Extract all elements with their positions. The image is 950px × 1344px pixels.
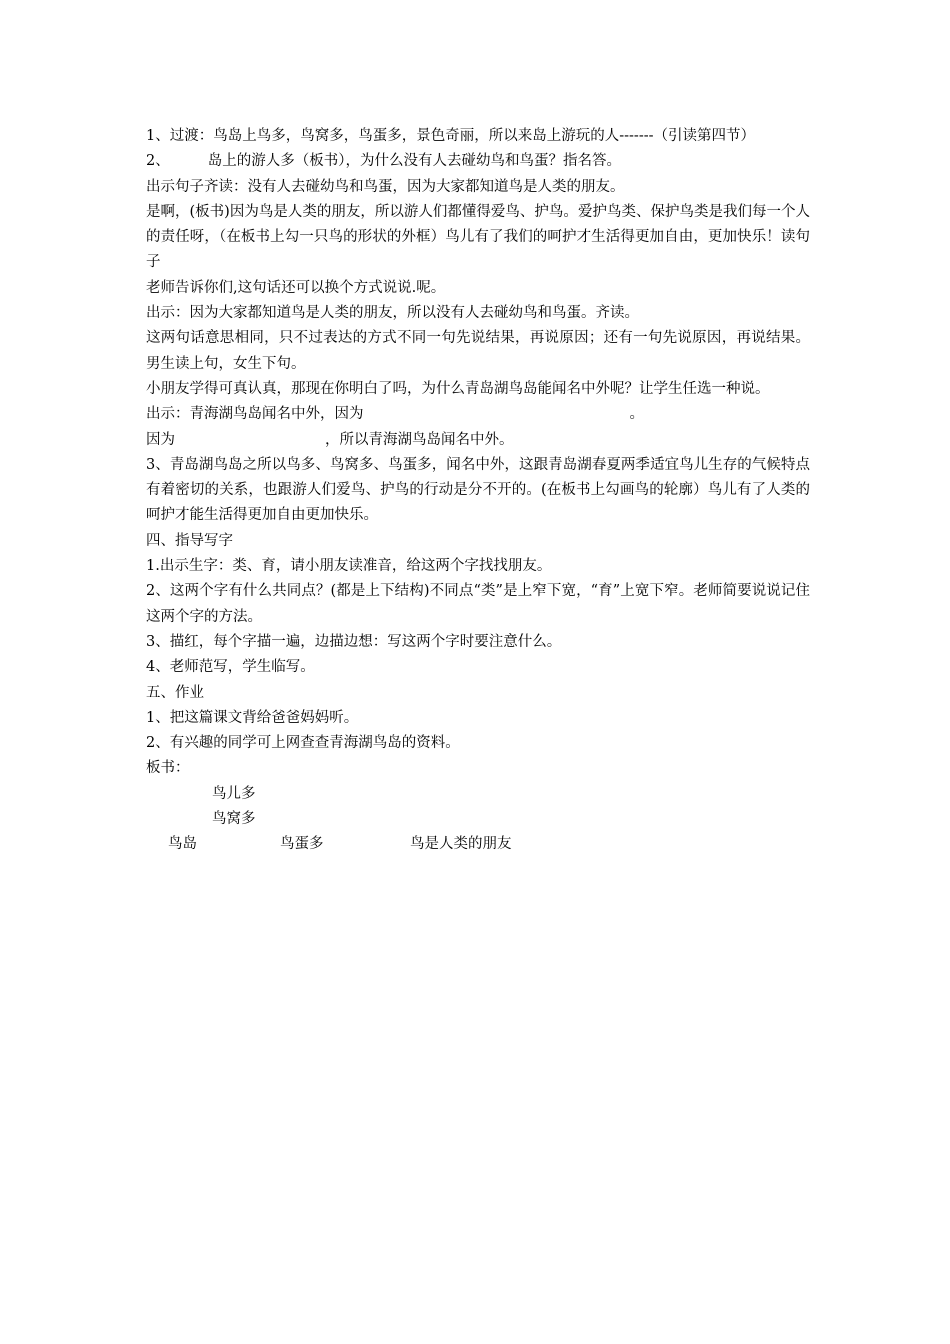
board-item-birds-many: 鸟儿多 bbox=[212, 785, 256, 802]
paragraph-writing-1: 1.出示生字：类、育，请小朋友读准音，给这两个字找找朋友。 bbox=[146, 558, 552, 575]
paragraph-explanation: 是啊，(板书)因为鸟是人类的朋友，所以游人们都懂得爱鸟、护鸟。爱护鸟类、保护鸟类是我们每一个人的责任呀，（在板书上勾一只鸟的形状的外框）鸟儿有了我们的呵护才生活得更加自由，更加快乐！读句子 bbox=[146, 203, 810, 271]
board-item-nests-many: 鸟窝多 bbox=[212, 810, 256, 827]
blackboard-layout bbox=[146, 782, 810, 858]
paragraph-reason: 3、青岛湖鸟岛之所以鸟多、鸟窝多、鸟蛋多，闻名中外，这跟青岛湖春夏两季适宜鸟儿生存的气候特点有着密切的关系，也跟游人们爱鸟、护鸟的行动是分不开的。(在板书上勾画鸟的轮廓）鸟儿有了人类的呵护才能生活得更加自由更加快乐。 bbox=[146, 456, 810, 524]
board-item-eggs-many: 鸟蛋多 bbox=[280, 835, 324, 852]
paragraph-teacher-note: 老师告诉你们,这句话还可以换个方式说说.呢。 bbox=[146, 279, 446, 296]
paragraph-homework-1: 1、把这篇课文背给爸爸妈妈听。 bbox=[146, 709, 359, 726]
section-heading-homework: 五、作业 bbox=[146, 684, 204, 701]
paragraph-choose: 小朋友学得可真认真，那现在你明白了吗，为什么青岛湖鸟岛能闻名中外呢？让学生任选一种说。 bbox=[146, 380, 770, 397]
document-body bbox=[146, 124, 810, 858]
paragraph-writing-4: 4、老师范写，学生临写。 bbox=[146, 659, 315, 676]
item-number: 2、 bbox=[146, 153, 170, 170]
section-heading-writing: 四、指导写字 bbox=[146, 532, 233, 549]
paragraph-fill-blank-1: 出示：青海湖鸟岛闻名中外，因为 。 bbox=[146, 406, 644, 423]
paragraph-compare: 这两句话意思相同，只不过表达的方式不同一句先说结果，再说原因；还有一句先说原因，再说结果。 男生读上句，女生下句。 bbox=[146, 330, 810, 372]
paragraph-homework-2: 2、有兴趣的同学可上网查查青海湖鸟岛的资料。 bbox=[146, 735, 460, 752]
paragraph-transition: 1、过渡：鸟岛上鸟多，鸟窝多，鸟蛋多，景色奇丽，所以来岛上游玩的人-------（引读第四节） bbox=[146, 128, 756, 144]
question-text: 岛上的游人多（板书），为什么没有人去碰幼鸟和鸟蛋？指名答。 bbox=[207, 153, 621, 170]
paragraph-writing-2: 2、这两个字有什么共同点？(都是上下结构)不同点“类”是上窄下宽，“育”上宽下窄。老师简要说说记住这两个字的方法。 bbox=[146, 583, 810, 625]
paragraph-read-together: 出示句子齐读：没有人去碰幼鸟和鸟蛋，因为大家都知道鸟是人类的朋友。 bbox=[146, 178, 625, 195]
board-label: 板书： bbox=[146, 760, 190, 777]
paragraph-question bbox=[146, 149, 810, 174]
board-item-bird-island: 鸟岛 bbox=[168, 835, 197, 852]
board-item-friend: 鸟是人类的朋友 bbox=[410, 835, 512, 852]
paragraph-fill-blank-2: 因为 ，所以青海湖鸟岛闻名中外。 bbox=[146, 431, 514, 448]
paragraph-show-sentence: 出示：因为大家都知道鸟是人类的朋友，所以没有人去碰幼鸟和鸟蛋。齐读。 bbox=[146, 305, 639, 322]
paragraph-writing-3: 3、描红，每个字描一遍，边描边想：写这两个字时要注意什么。 bbox=[146, 633, 562, 650]
